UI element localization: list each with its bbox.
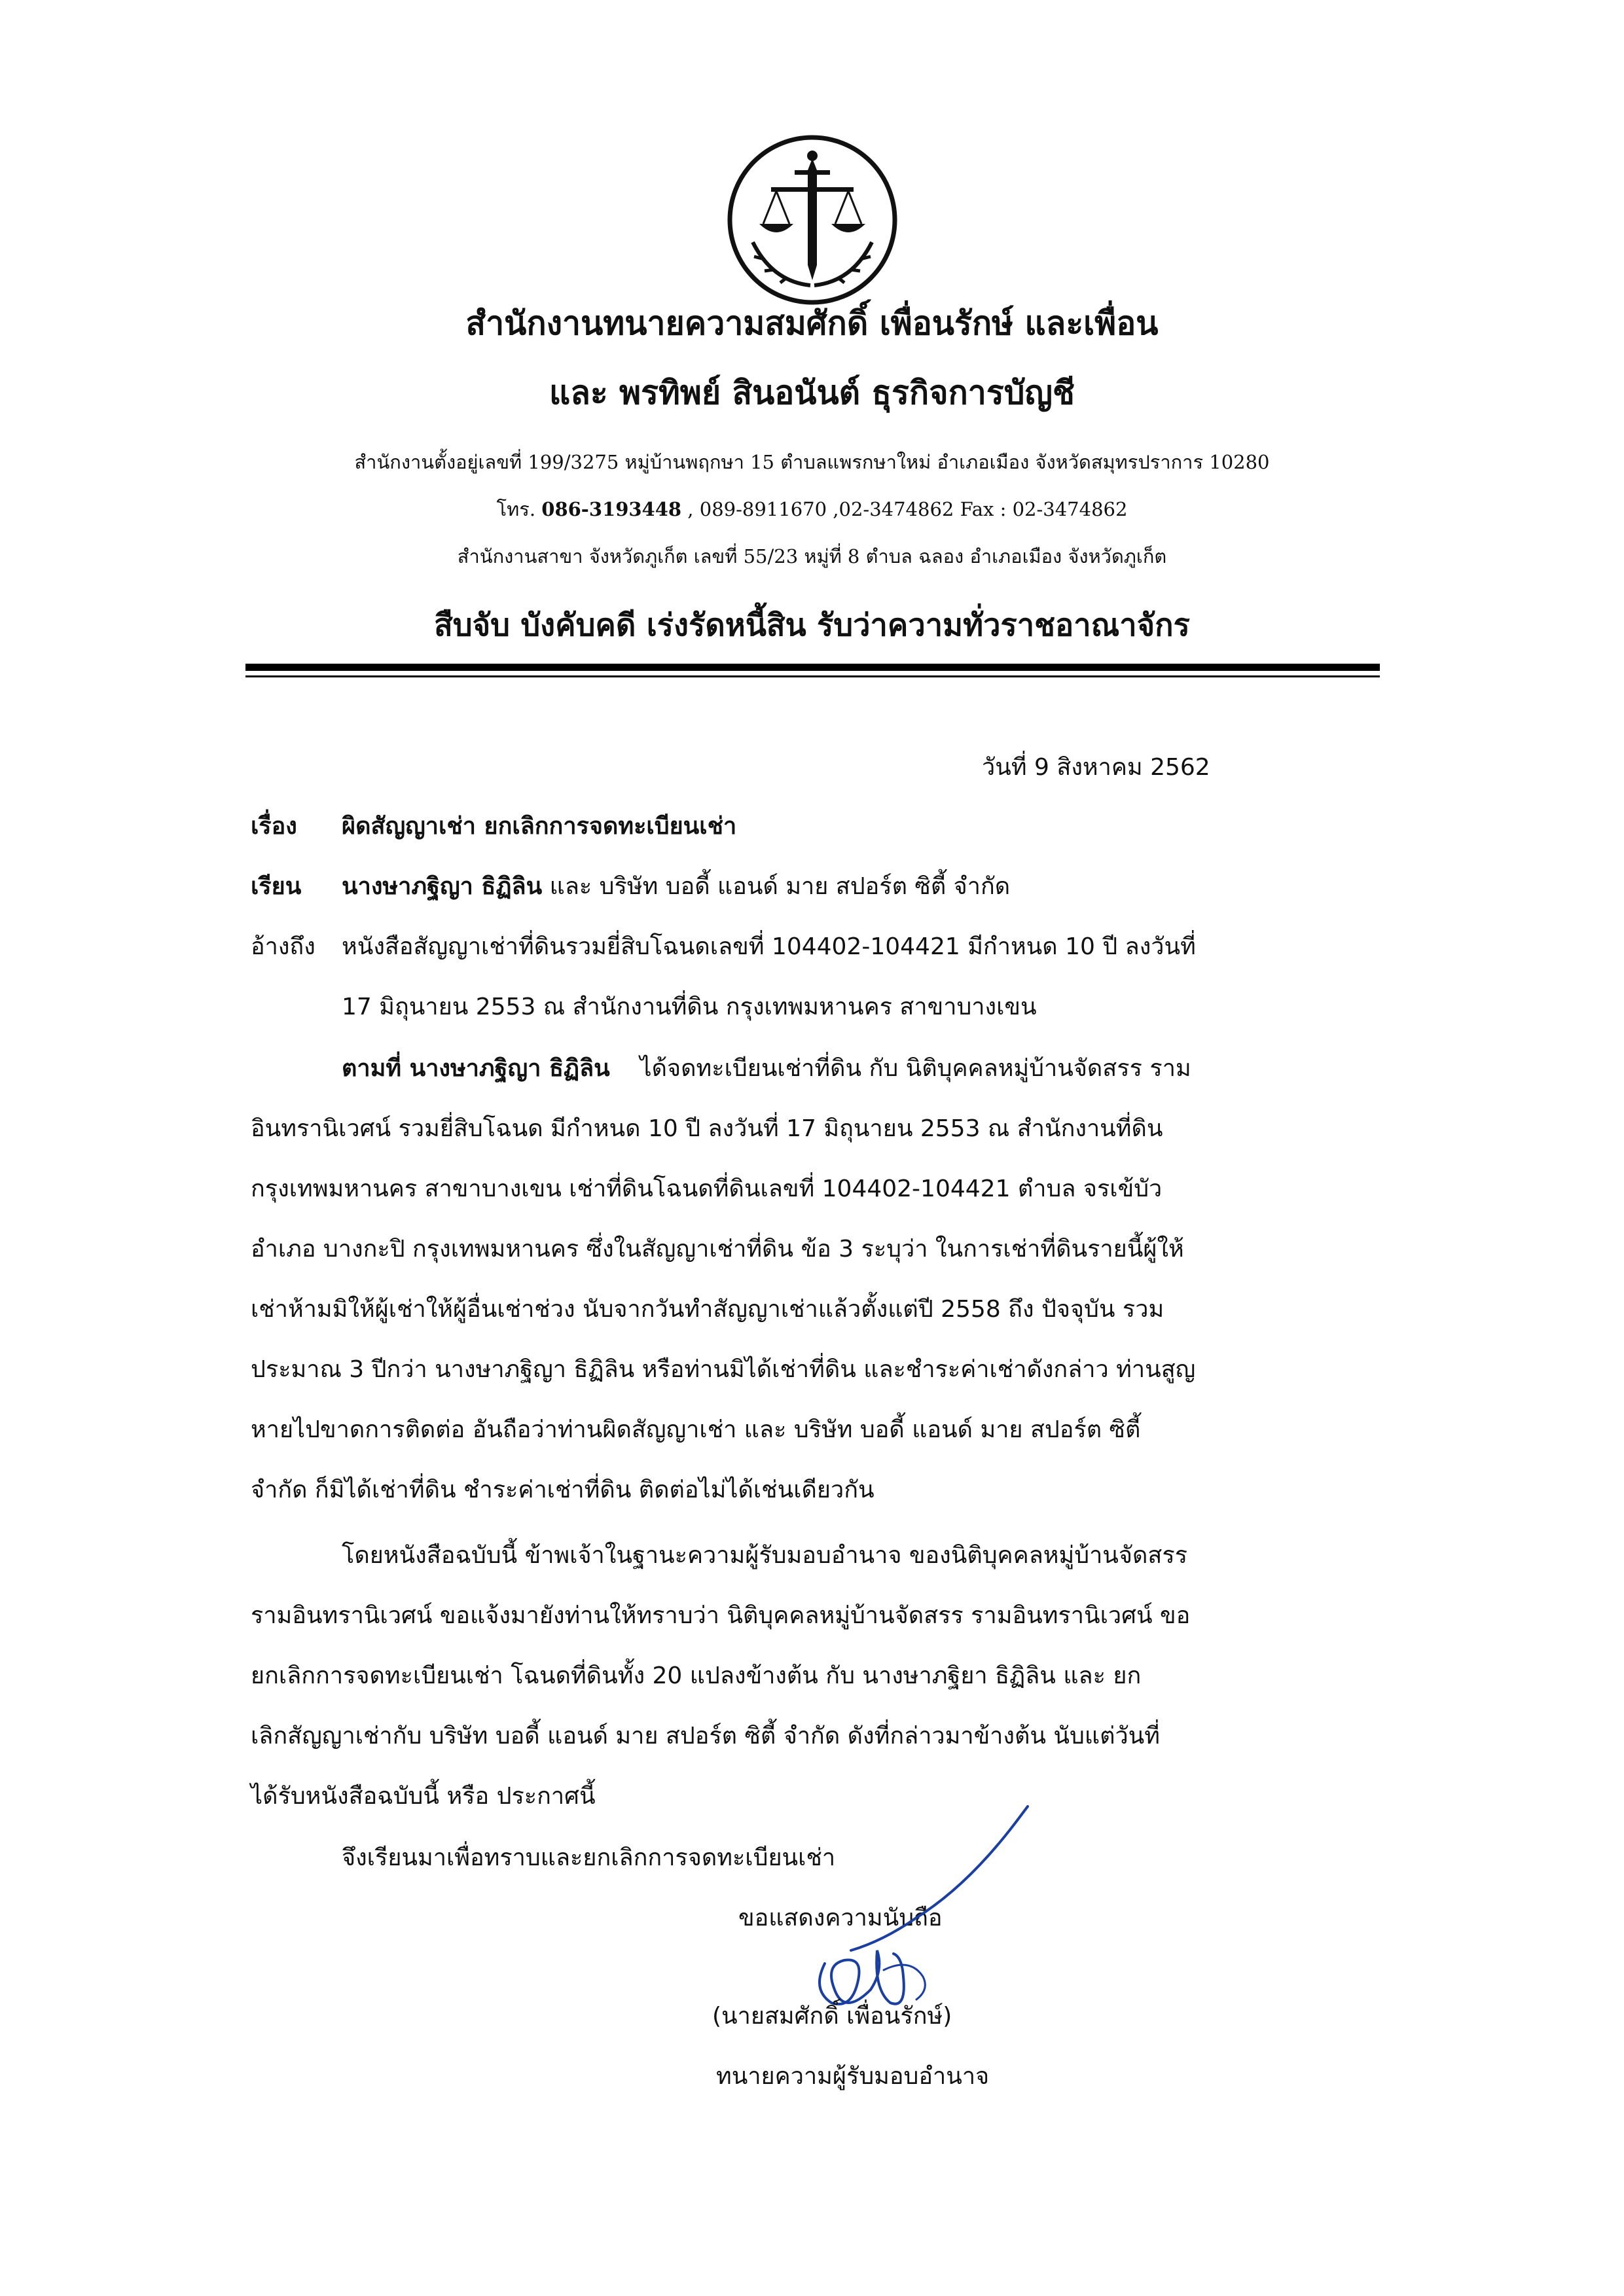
subject-label: เรื่อง xyxy=(251,813,297,840)
p1-line-5: เช่าห้ามมิให้ผู้เช่าให้ผู้อื่นเช่าช่วง นับจากวันทำสัญญาเช่าแล้วตั้งแต่ปี 2558 ถึง ปัจจุบัน รวม xyxy=(251,1296,1164,1323)
firm-branch: สำนักงานสาขา จังหวัดภูเก็ต เลขที่ 55/23 หมู่ที่ 8 ตำบล ฉลอง อำเภอเมือง จังหวัดภูเก็ต xyxy=(457,545,1167,567)
ref-label: อ้างถึง xyxy=(251,933,316,960)
p1-line-4: อำเภอ บางกะปิ กรุงเทพมหานคร ซึ่งในสัญญาเช่าที่ดิน ข้อ 3 ระบุว่า ในการเช่าที่ดินรายนี้ผู้ให้ xyxy=(251,1236,1184,1263)
p2-line-1: โดยหนังสือฉบับนี้ ข้าพเจ้าในฐานะความผู้รับมอบอำนาจ ของนิติบุคคลหมู่บ้านจัดสรร xyxy=(342,1542,1188,1569)
letter-date: วันที่ 9 สิงหาคม 2562 xyxy=(982,754,1210,781)
p1-line-3: กรุงเทพมหานคร สาขาบางเขน เช่าที่ดินโฉนดที่ดินเลขที่ 104402-104421 ตำบล จรเข้บัว xyxy=(251,1175,1163,1202)
p2-line-2: รามอินทรานิเวศน์ ขอแจ้งมายังท่านให้ทราบว่า นิติบุคคลหมู่บ้านจัดสรร รามอินทรานิเวศน์ ขอ xyxy=(251,1602,1191,1629)
firm-phone xyxy=(0,496,1624,522)
closing-text: จึงเรียนมาเพื่อทราบและยกเลิกการจดทะเบียนเช่า xyxy=(342,1844,836,1871)
p1-line-7: หายไปขาดการติดต่อ อันถือว่าท่านผิดสัญญาเช่า และ บริษัท บอดี้ แอนด์ มาย สปอร์ต ซิตี้ xyxy=(251,1416,1141,1443)
phone-prefix: โทร. xyxy=(496,498,536,520)
p1-lead: ตามที่ นางษาภฐิญา ธิฏิลิน xyxy=(342,1055,610,1082)
phone-main: 086-3193448 xyxy=(541,498,682,520)
firm-name-line1: สำนักงานทนายความสมศักดิ์ เพื่อนรักษ์ และเพื่อน xyxy=(465,304,1159,342)
ref-line-1: หนังสือสัญญาเช่าที่ดินรวมยี่สิบโฉนดเลขที่ 104402-104421 มีกำหนด 10 ปี ลงวันที่ xyxy=(342,933,1196,960)
subject-text: ผิดสัญญาเช่า ยกเลิกการจดทะเบียนเช่า xyxy=(342,813,737,840)
to-label: เรียน xyxy=(251,873,302,900)
p2-line-4: เลิกสัญญาเช่ากับ บริษัท บอดี้ แอนด์ มาย สปอร์ต ซิตี้ จำกัด ดังที่กล่าวมาข้างต้น นับแต่วันที่ xyxy=(251,1723,1161,1749)
scales-of-justice-logo-icon xyxy=(727,131,898,309)
p1-line-6: ประมาณ 3 ปีกว่า นางษาภฐิญา ธิฏิลิน หรือท่านมิได้เช่าที่ดิน และชำระค่าเช่าดังกล่าว ท่านสูญ xyxy=(251,1356,1196,1383)
p2-line-5: ได้รับหนังสือฉบับนี้ หรือ ประกาศนี้ xyxy=(251,1783,596,1810)
p1-line-8: จำกัด ก็มิได้เช่าที่ดิน ชำระค่าเช่าที่ดิน ติดต่อไม่ได้เช่นเดียวกัน xyxy=(251,1477,875,1503)
signer-name: (นายสมศักดิ์ เพื่อนรักษ์) xyxy=(712,2003,952,2030)
firm-address: สำนักงานตั้งอยู่เลขที่ 199/3275 หมู่บ้านพฤกษา 15 ตำบลแพรกษาใหม่ อำเภอเมือง จังหวัดสมุทรปราการ 10280 xyxy=(354,451,1270,473)
to-rest: และ บริษัท บอดี้ แอนด์ มาย สปอร์ต ซิตี้ จำกัด xyxy=(542,873,1011,900)
to-text xyxy=(342,870,1010,903)
p1-line-1 xyxy=(342,1052,1369,1085)
to-name: นางษาภฐิญา ธิฏิลิน xyxy=(342,873,543,900)
firm-services: สืบจับ บังคับคดี เร่งรัดหนี้สิน รับว่าความทั่วราชอาณาจักร xyxy=(434,607,1190,643)
regards-text: ขอแสดงความนับถือ xyxy=(738,1905,943,1931)
header-divider-thin xyxy=(245,675,1380,677)
p1-line-1-rest: ได้จดทะเบียนเช่าที่ดิน กับ นิติบุคคลหมู่บ้านจัดสรร ราม xyxy=(640,1055,1191,1082)
firm-name-line2: และ พรทิพย์ สินอนันต์ ธุรกิจการบัญชี xyxy=(549,373,1075,412)
p1-line-2: อินทรานิเวศน์ รวมยี่สิบโฉนด มีกำหนด 10 ปี ลงวันที่ 17 มิถุนายน 2553 ณ สำนักงานที่ดิน xyxy=(251,1115,1163,1142)
header-divider-thick xyxy=(245,664,1380,671)
p2-line-3: ยกเลิกการจดทะเบียนเช่า โฉนดที่ดินทั้ง 20 แปลงข้างต้น กับ นางษาภฐิยา ธิฏิลิน และ ยก xyxy=(251,1662,1142,1689)
ref-line-2: 17 มิถุนายน 2553 ณ สำนักงานที่ดิน กรุงเทพมหานคร สาขาบางเขน xyxy=(342,994,1037,1020)
signer-title: ทนายความผู้รับมอบอำนาจ xyxy=(716,2063,990,2090)
phone-rest: , 089-8911670 ,02-3474862 Fax : 02-3474862 xyxy=(681,498,1128,520)
